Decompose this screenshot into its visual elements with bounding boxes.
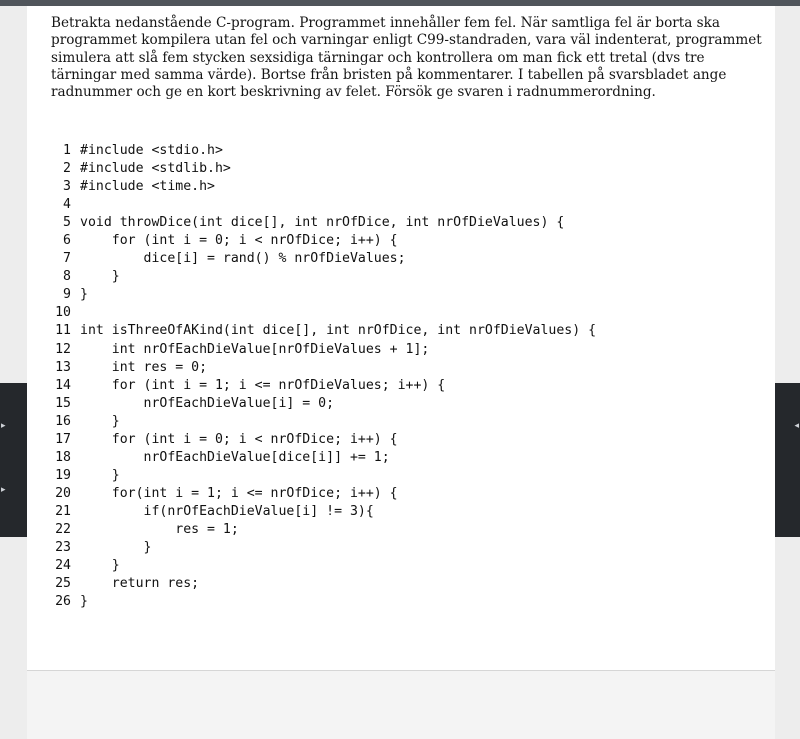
chevron-right-icon: ▸ <box>1 485 6 495</box>
code-text: res = 1; <box>80 521 239 537</box>
right-scroll-handle[interactable] <box>793 422 799 486</box>
code-line <box>27 485 775 503</box>
code-listing <box>27 142 775 611</box>
line-number: 12 <box>55 341 71 357</box>
line-number: 18 <box>55 449 71 465</box>
line-number: 15 <box>55 395 71 411</box>
line-number: 8 <box>63 269 71 285</box>
line-number: 3 <box>63 179 71 195</box>
code-text: int res = 0; <box>80 359 208 375</box>
code-text: for(int i = 1; i <= nrOfDice; i++) { <box>80 485 398 501</box>
code-line <box>27 160 775 178</box>
line-number: 16 <box>55 413 71 429</box>
chevron-left-icon: ◂ <box>794 421 799 431</box>
line-number: 24 <box>55 558 71 574</box>
line-number: 2 <box>63 161 71 177</box>
code-line <box>27 593 775 611</box>
code-text: for (int i = 1; i <= nrOfDieValues; i++) { <box>80 377 446 393</box>
code-line <box>27 467 775 485</box>
document-page <box>27 6 775 670</box>
code-text: } <box>80 269 120 285</box>
line-number: 10 <box>55 305 71 321</box>
line-number: 20 <box>55 485 71 501</box>
code-line <box>27 286 775 304</box>
page-bottom-strip <box>27 670 775 739</box>
line-number: 13 <box>55 359 71 375</box>
code-line <box>27 575 775 593</box>
code-line <box>27 377 775 395</box>
code-text: dice[i] = rand() % nrOfDieValues; <box>80 251 406 267</box>
code-text: } <box>80 287 88 303</box>
line-number: 6 <box>63 233 71 249</box>
code-line <box>27 413 775 431</box>
code-text: void throwDice(int dice[], int nrOfDice, int nrOfDieValues) { <box>80 215 565 231</box>
code-text: } <box>80 594 88 610</box>
line-number: 22 <box>55 521 71 537</box>
line-number: 26 <box>55 594 71 610</box>
line-number: 19 <box>55 467 71 483</box>
code-text: } <box>80 467 120 483</box>
code-text: #include <time.h> <box>80 179 215 195</box>
code-line <box>27 196 775 214</box>
line-number: 23 <box>55 540 71 556</box>
code-line <box>27 250 775 268</box>
line-number: 11 <box>55 323 71 339</box>
code-line <box>27 449 775 467</box>
code-text: } <box>80 558 120 574</box>
line-number: 1 <box>63 143 71 158</box>
code-line <box>27 359 775 377</box>
code-text: for (int i = 0; i < nrOfDice; i++) { <box>80 233 398 249</box>
code-line <box>27 322 775 340</box>
code-line <box>27 142 775 160</box>
code-line <box>27 178 775 196</box>
code-text: #include <stdio.h> <box>80 143 223 158</box>
code-line <box>27 395 775 413</box>
code-line <box>27 503 775 521</box>
code-text: if(nrOfEachDieValue[i] != 3){ <box>80 503 374 519</box>
line-number: 9 <box>63 287 71 303</box>
code-line <box>27 214 775 232</box>
code-text: } <box>80 413 120 429</box>
code-line <box>27 557 775 575</box>
code-text: #include <stdlib.h> <box>80 161 231 177</box>
code-text: nrOfEachDieValue[dice[i]] += 1; <box>80 449 390 465</box>
code-line <box>27 521 775 539</box>
left-scroll-handle[interactable] <box>1 422 7 550</box>
code-line <box>27 341 775 359</box>
code-text: nrOfEachDieValue[i] = 0; <box>80 395 335 411</box>
code-text: for (int i = 0; i < nrOfDice; i++) { <box>80 431 398 447</box>
code-line <box>27 539 775 557</box>
code-line <box>27 304 775 322</box>
code-text: int isThreeOfAKind(int dice[], int nrOfDice, int nrOfDieValues) { <box>80 323 597 339</box>
question-text: Betrakta nedanstående C-program. Programmet innehåller fem fel. När samtliga fel är borta ska programmet kompilera utan fel och varningar enligt C99-standraden, vara väl indenterat, programmet simulera att slå fem stycken sexsidiga tärningar och kontrollera om man fick ett tretal (dvs tre tärningar med samma värde). Bortse från bristen på kommentarer. I tabellen på svarsbladet ange radnummer och ge en kort beskrivning av felet. Försök ge svaren i radnummerordning. <box>51 15 762 101</box>
line-number: 4 <box>63 197 71 213</box>
line-number: 14 <box>55 377 71 393</box>
chevron-right-icon: ▸ <box>1 421 6 431</box>
line-number: 17 <box>55 431 71 447</box>
code-line <box>27 232 775 250</box>
code-text: int nrOfEachDieValue[nrOfDieValues + 1]; <box>80 341 430 357</box>
line-number: 25 <box>55 576 71 592</box>
code-text: } <box>80 540 152 556</box>
code-line <box>27 268 775 286</box>
code-text: return res; <box>80 576 200 592</box>
line-number: 5 <box>63 215 71 231</box>
line-number: 21 <box>55 503 71 519</box>
line-number: 7 <box>63 251 71 267</box>
code-line <box>27 431 775 449</box>
